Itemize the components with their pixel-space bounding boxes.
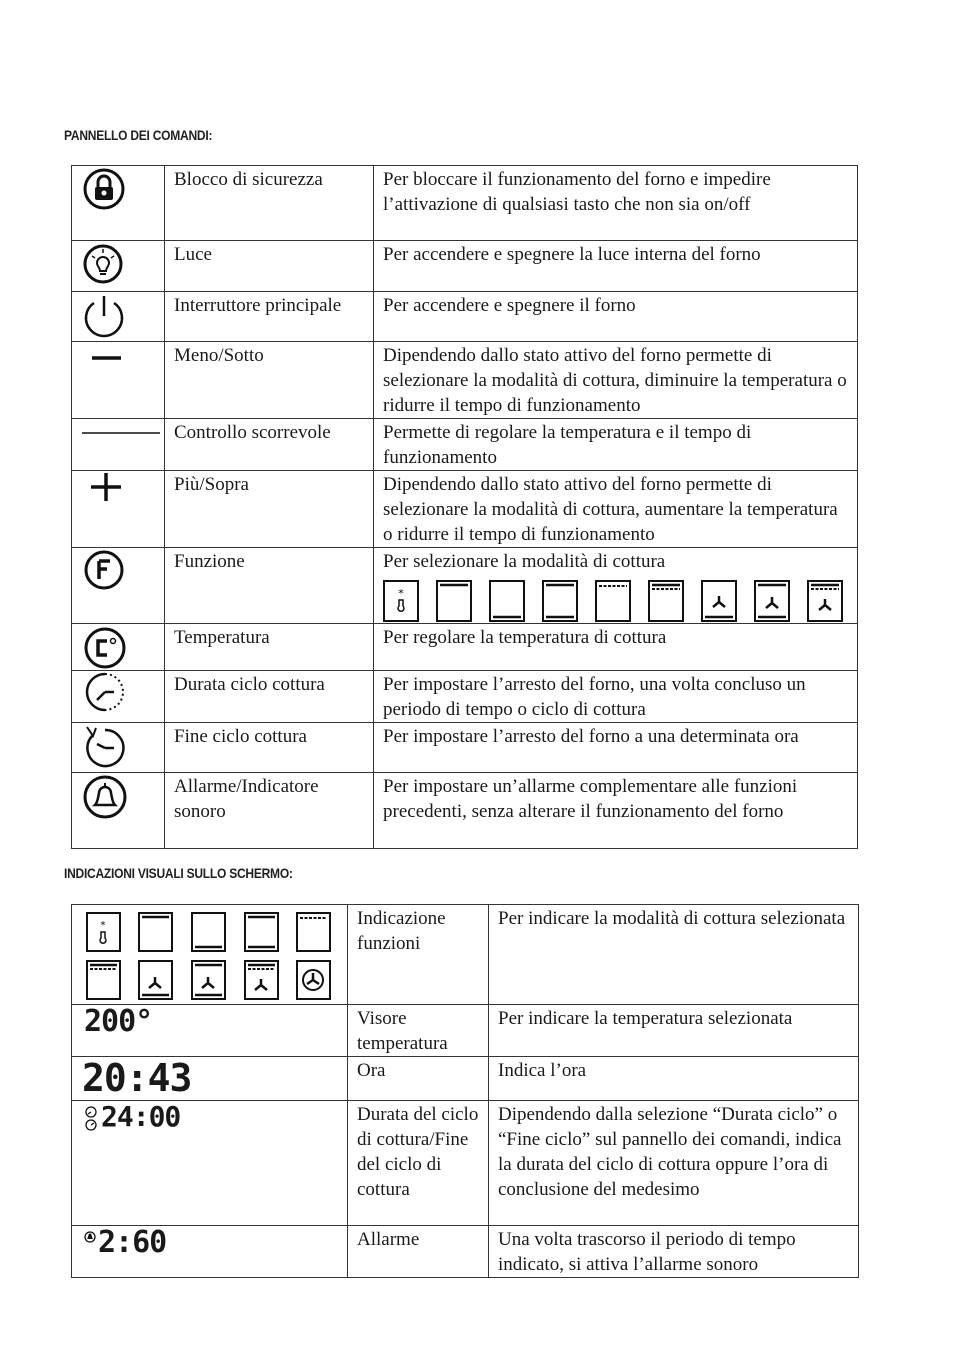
table-row [72, 471, 858, 548]
fan-top-bottom-icon [192, 961, 225, 999]
table-row [72, 419, 858, 471]
control-desc: Dipendendo dallo stato attivo del forno permette di selezionare la modalità di cottura, diminuire la temperatura o ridurre il tempo di funzionamento [374, 342, 858, 419]
function-desc-text: Per selezionare la modalità di cottura [383, 551, 666, 572]
grill-icon [595, 580, 631, 622]
top-bottom-heat-icon [542, 580, 578, 622]
lock-icon [72, 166, 165, 216]
top-heat-icon [436, 580, 472, 622]
table-row [72, 905, 859, 1005]
display-table [71, 904, 859, 1278]
slider-line-icon [72, 419, 165, 449]
table-row [72, 624, 858, 671]
grill-icon [297, 913, 330, 951]
indicator-desc: Indica l’ora [489, 1057, 859, 1101]
table-row [72, 166, 858, 241]
top-heat-icon [139, 913, 172, 951]
full-grill-icon [648, 580, 684, 622]
defrost-icon [383, 580, 419, 622]
fan-bottom-icon [701, 580, 737, 622]
control-desc: Per accendere e spegnere il forno [374, 292, 858, 342]
table-row [72, 1101, 859, 1226]
control-name: Interruttore principale [165, 292, 374, 342]
temperature-c-icon [72, 624, 165, 670]
section-heading-display: INDICAZIONI VISUALI SULLO SCHERMO: [64, 865, 293, 881]
control-desc: Per impostare un’allarme complementare alle funzioni precedenti, senza alterare il funzionamento del forno [374, 773, 858, 849]
bottom-heat-icon [192, 913, 225, 951]
controls-table [71, 165, 858, 849]
fan-grill-icon [807, 580, 843, 622]
table-row [72, 671, 858, 723]
fan-bottom-icon [139, 961, 172, 999]
control-desc: Per impostare l’arresto del forno, una volta concluso un periodo di tempo o ciclo di cottura [374, 671, 858, 723]
defrost-icon [87, 913, 120, 951]
control-name: Più/Sopra [165, 471, 374, 548]
table-row [72, 548, 858, 624]
clock-display: 20:43 [82, 1056, 192, 1100]
table-row [72, 241, 858, 292]
control-desc: Permette di regolare la temperatura e il tempo di funzionamento [374, 419, 858, 471]
table-row [72, 723, 858, 773]
top-bottom-heat-icon [245, 913, 278, 951]
bell-icon [72, 773, 165, 823]
duration-clock-icon [72, 671, 165, 717]
duration-end-clock-icons [84, 1106, 98, 1132]
function-f-icon [72, 548, 165, 596]
full-grill-icon [87, 961, 120, 999]
control-name: Allarme/Indicatore sonoro [165, 773, 374, 849]
end-time-clock-icon [72, 723, 165, 769]
svg-text:*: * [398, 587, 404, 600]
table-row [72, 1226, 859, 1278]
alarm-display: 2:60 [98, 1225, 167, 1260]
indicator-desc: Per indicare la temperatura selezionata [489, 1005, 859, 1057]
table-row [72, 292, 858, 342]
control-name: Durata ciclo cottura [165, 671, 374, 723]
control-name: Controllo scorrevole [165, 419, 374, 471]
minus-icon [72, 342, 165, 372]
bottom-heat-icon [489, 580, 525, 622]
alarm-bell-icon [84, 1231, 96, 1245]
fan-grill-icon [245, 961, 278, 999]
control-name: Temperatura [165, 624, 374, 671]
plus-icon [72, 471, 165, 505]
control-name: Meno/Sotto [165, 342, 374, 419]
temperature-display: 200° [84, 1004, 153, 1039]
fan-top-bottom-icon [754, 580, 790, 622]
table-row [72, 342, 858, 419]
control-desc: Per regolare la temperatura di cottura [374, 624, 858, 671]
duration-display: 24:00 [101, 1100, 181, 1133]
indicator-desc: Per indicare la modalità di cottura selezionata [489, 905, 859, 1005]
indicator-name: Indicazione funzioni [348, 905, 489, 1005]
table-row [72, 773, 858, 849]
table-row [72, 1005, 859, 1057]
control-name: Blocco di sicurezza [165, 166, 374, 241]
control-desc [374, 548, 858, 624]
control-desc: Per impostare l’arresto del forno a una determinata ora [374, 723, 858, 773]
svg-text:*: * [100, 920, 106, 931]
light-bulb-icon [72, 241, 165, 289]
indicator-name: Visore temperatura [348, 1005, 489, 1057]
control-name: Luce [165, 241, 374, 292]
pizza-fan-icon [297, 961, 330, 999]
function-mode-icons [383, 580, 848, 622]
indicator-name: Ora [348, 1057, 489, 1101]
section-heading-controls: PANNELLO DEI COMANDI: [64, 127, 213, 143]
indicator-desc: Una volta trascorso il periodo di tempo indicato, si attiva l’allarme sonoro [489, 1226, 859, 1278]
function-indicator-icons [86, 909, 336, 1001]
indicator-name: Allarme [348, 1226, 489, 1278]
indicator-desc: Dipendendo dalla selezione “Durata ciclo” o “Fine ciclo” sul pannello dei comandi, indica la durata del ciclo di cottura oppure l’ora di conclusione del medesimo [489, 1101, 859, 1226]
indicator-name: Durata del ciclo di cottura/Fine del ciclo di cottura [348, 1101, 489, 1226]
control-desc: Per accendere e spegnere la luce interna del forno [374, 241, 858, 292]
table-row [72, 1057, 859, 1101]
control-name: Funzione [165, 548, 374, 624]
control-desc: Dipendendo dallo stato attivo del forno permette di selezionare la modalità di cottura, aumentare la temperatura o ridurre il tempo di funzionamento [374, 471, 858, 548]
power-icon [72, 292, 165, 340]
control-name: Fine ciclo cottura [165, 723, 374, 773]
control-desc: Per bloccare il funzionamento del forno e impedire l’attivazione di qualsiasi tasto che non sia on/off [374, 166, 858, 241]
